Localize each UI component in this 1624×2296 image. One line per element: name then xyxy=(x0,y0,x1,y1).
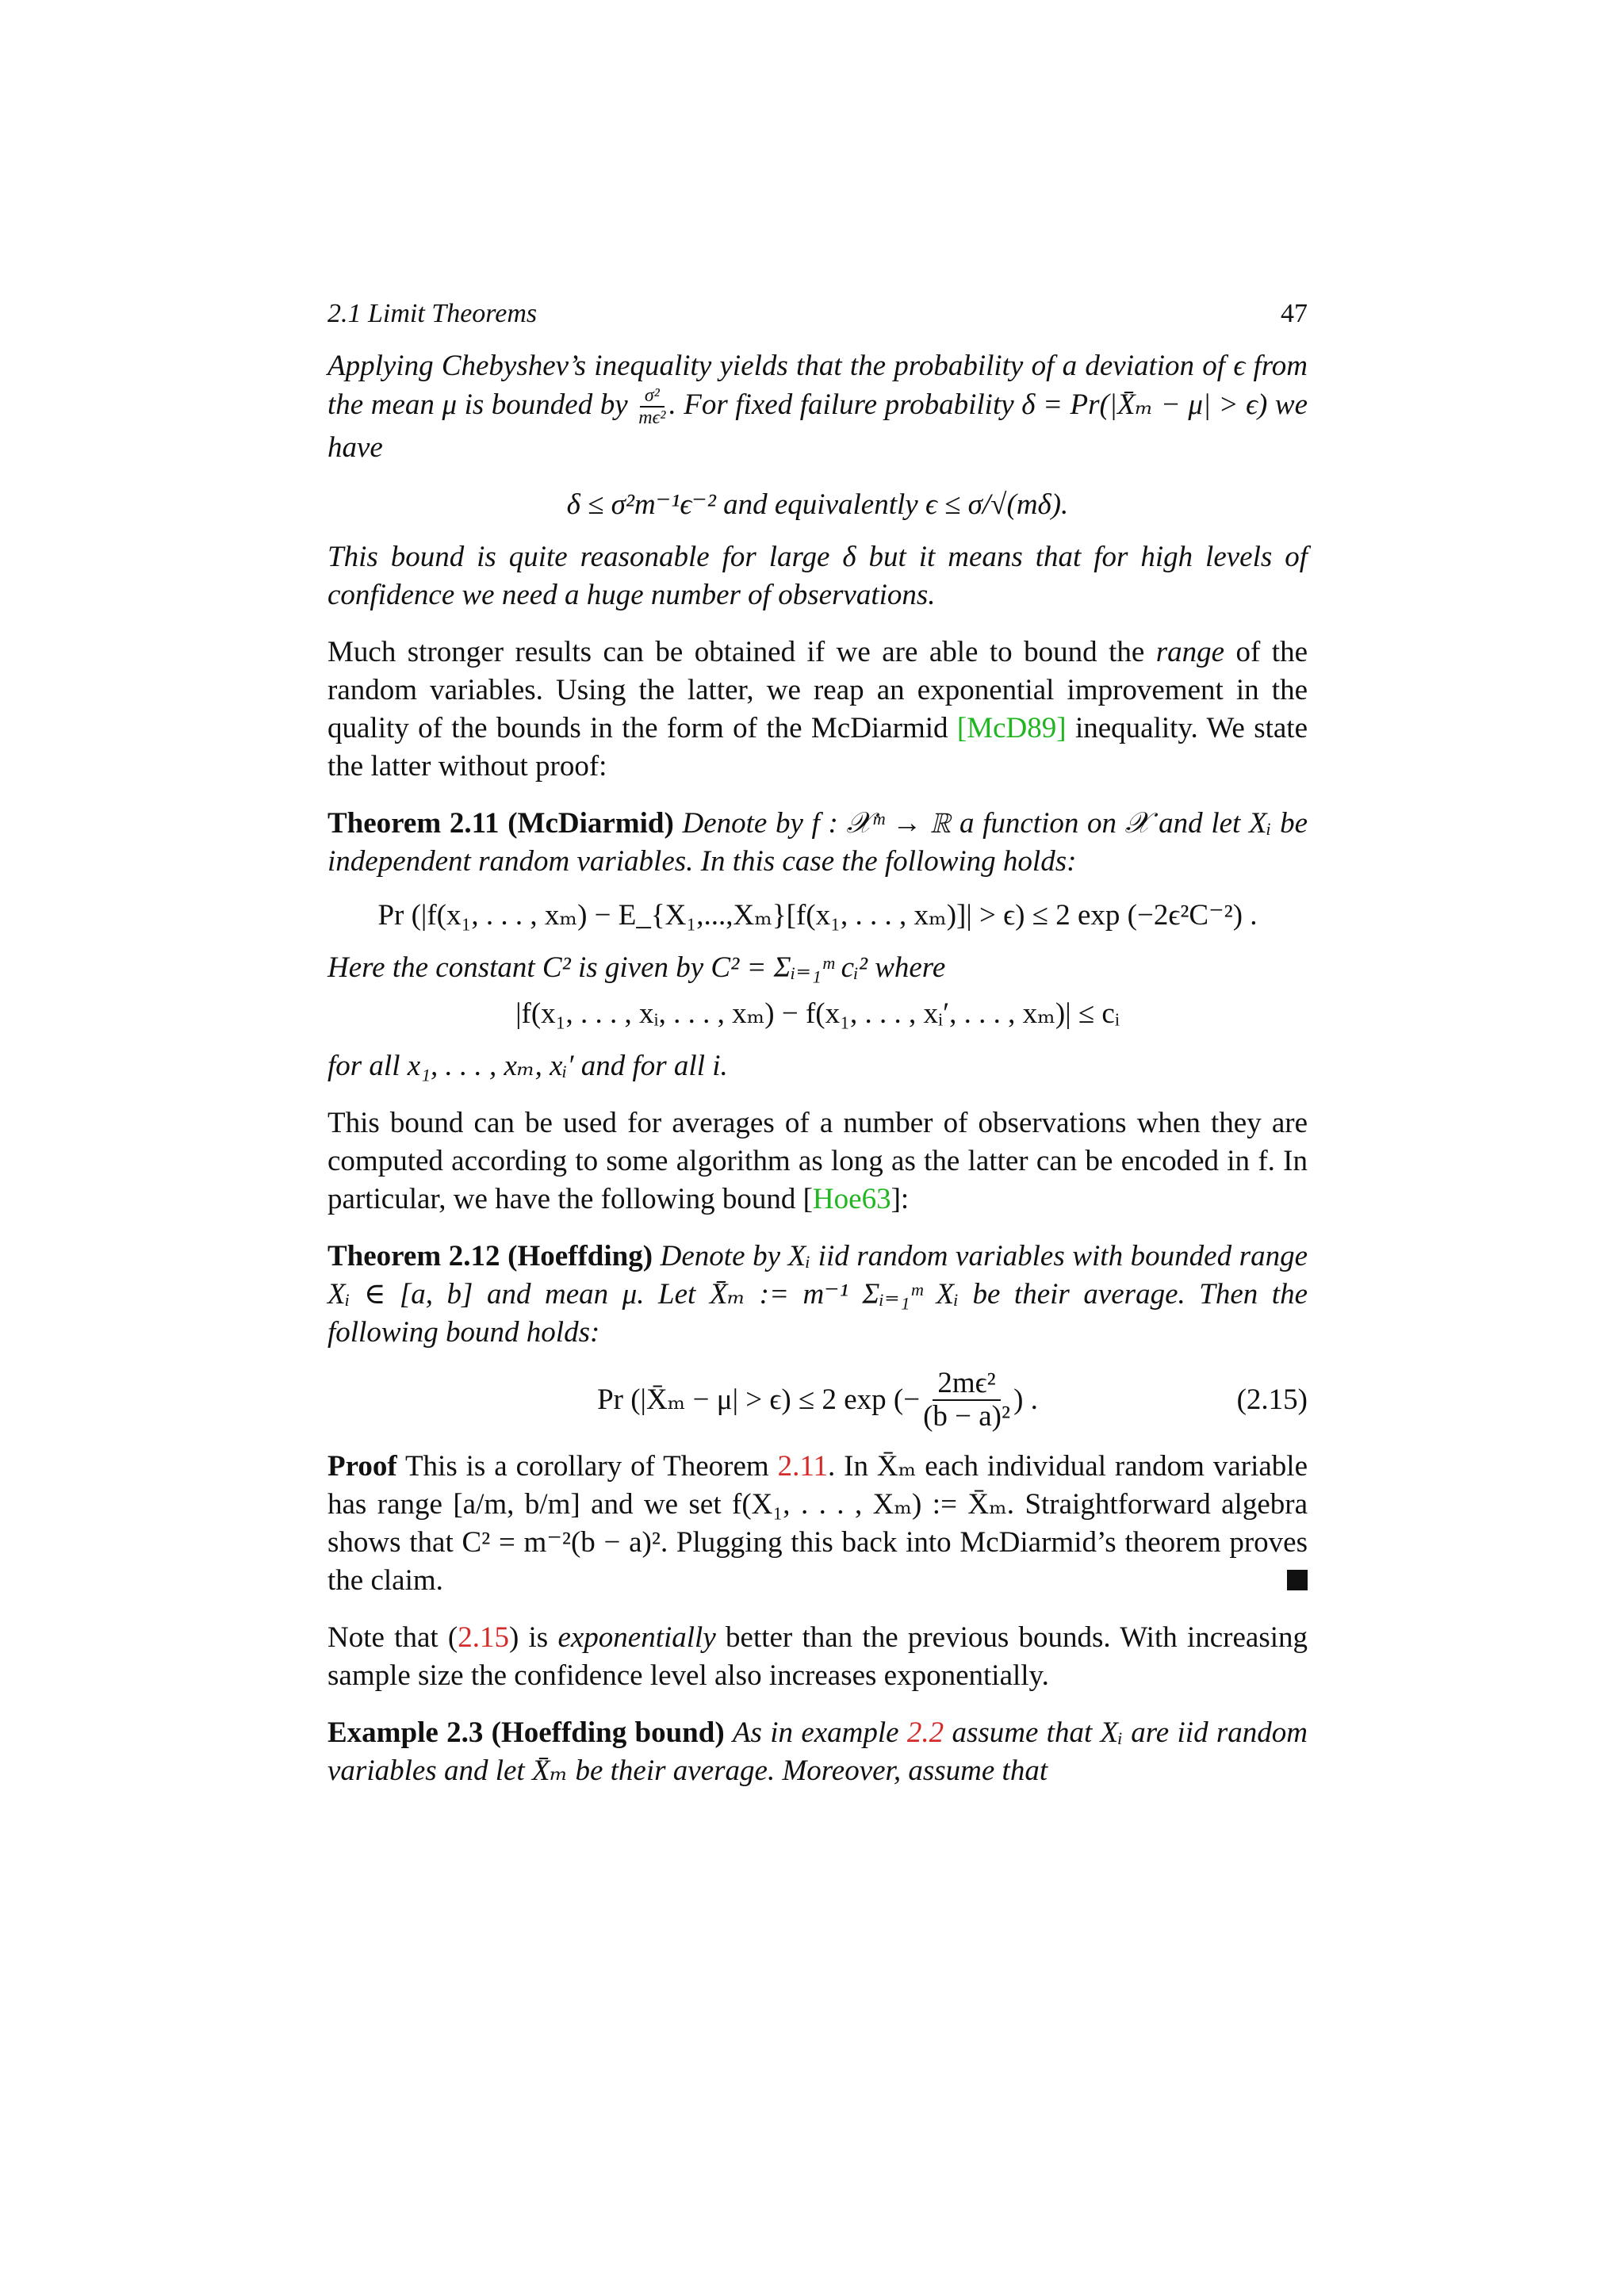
page-body xyxy=(327,295,1308,1806)
theorem-text: Denote by Xᵢ iid random variables with bounded range Xᵢ ∈ [a, b] and mean μ. Let X̄ₘ := m⁻¹ Σᵢ₌₁ᵐ Xᵢ be their average. Then the following bound holds: xyxy=(327,1239,1308,1349)
chebyshev-equation: δ ≤ σ²m⁻¹ϵ⁻² and equivalently ϵ ≤ σ/√(mδ). xyxy=(566,488,1069,521)
fraction xyxy=(638,385,665,429)
text-span: Much stronger results can be obtained if we are able to bound the xyxy=(327,635,1145,668)
text-span: assume that Xᵢ are iid random variables and let X̄ₘ be their average. Moreover, assume that xyxy=(327,1716,1308,1788)
text-span: better than the previous bounds. With increasing sample size the confidence level also increases exponentially. xyxy=(327,1621,1308,1693)
hoeffding-equation xyxy=(327,1368,1308,1433)
running-header xyxy=(327,295,1308,333)
theorem-2-11 xyxy=(327,805,1308,881)
qed-icon xyxy=(1287,1570,1308,1590)
citation-link[interactable]: [McD89] xyxy=(956,711,1067,744)
proof-paragraph xyxy=(327,1448,1308,1600)
fraction-denominator: mϵ² xyxy=(638,408,666,429)
fraction-numerator: 2mϵ² xyxy=(933,1368,1000,1402)
theorem-text: Denote by f : 𝒳ᵐ → ℝ a function on 𝒳 and let Xᵢ be independent random variables. In this case the following holds: xyxy=(327,806,1308,878)
text-span: This is a corollary of Theorem xyxy=(404,1450,769,1483)
text-span: . In X̄ₘ each individual random variable has range [a/m, b/m] and we set f(X₁, . . . , Xₘ) := X̄ₘ. Straightforward algebra shows that C² = m⁻²(b − a)². Plugging this back into McDiarmid’s theorem proves the claim. xyxy=(327,1450,1308,1598)
proof-label: Proof xyxy=(327,1450,397,1483)
text-span: inequality. We state the latter without proof: xyxy=(327,711,1308,783)
equation-right: ) . xyxy=(1013,1383,1038,1417)
emphasis: range xyxy=(1155,635,1225,668)
chebyshev-remark: This bound is quite reasonable for large δ but it means that for high levels of confidence we need a huge number of observations. xyxy=(327,540,1308,611)
page-number: 47 xyxy=(1281,299,1308,328)
text-span: Applying Chebyshev’s inequality yields that the probability of a deviation of ϵ from the mean μ is bounded by xyxy=(327,350,1308,421)
text-span: As in example xyxy=(732,1716,899,1750)
fraction-denominator: (b − a)² xyxy=(923,1400,1011,1433)
text-span: ) is xyxy=(508,1621,549,1655)
text-span: This bound can be used for averages of a number of observations when they are computed according to some algorithm as long as the latter can be encoded in f. In particular, we have the following bound xyxy=(327,1106,1308,1215)
bound-paragraph: This bound can be used for averages of a number of observations when they are computed according to some algorithm as long as the latter can be encoded in f. In particular, we have the following bound [Hoe63]: xyxy=(327,1106,1308,1215)
example-title: Example 2.3 (Hoeffding bound) xyxy=(327,1716,725,1750)
theorem-title: Theorem 2.12 (Hoeffding) xyxy=(327,1239,653,1272)
citation-link[interactable]: Hoe63 xyxy=(812,1182,891,1215)
example-2-3 xyxy=(327,1714,1308,1790)
bounded-difference-equation: |f(x₁, . . . , xᵢ, . . . , xₘ) − f(x₁, . . . , xᵢ′, . . . , xₘ)| ≤ cᵢ xyxy=(515,997,1120,1030)
theorem-title: Theorem 2.11 (McDiarmid) xyxy=(327,806,674,840)
theorem-2-11-condition: for all x₁, . . . , xₘ, xᵢ′ and for all i. xyxy=(327,1049,728,1082)
emphasis: exponentially xyxy=(557,1621,716,1655)
fraction xyxy=(923,1368,1010,1433)
equation-number: (2.15) xyxy=(1236,1383,1308,1417)
chebyshev-paragraph xyxy=(327,347,1308,467)
theorem-2-11-constant: Here the constant C² is given by C² = Σᵢ₌₁ᵐ cᵢ² where xyxy=(327,951,946,984)
theorem-2-12 xyxy=(327,1238,1308,1352)
text-span: Note that ( xyxy=(327,1621,458,1655)
text-span: . For fixed failure probability δ = Pr(|X̄ₘ − μ| > ϵ) we have xyxy=(327,388,1308,464)
text-span: of the random variables. Using the latter, we reap an exponential improvement in the quality of the bounds in the form of the McDiarmid xyxy=(327,635,1308,744)
equation-left: Pr (|X̄ₘ − μ| > ϵ) ≤ 2 exp (− xyxy=(597,1383,921,1417)
range-paragraph xyxy=(327,633,1308,786)
mcdiarmid-equation: Pr (|f(x₁, . . . , xₘ) − E_{X₁,...,Xₘ}[f(x₁, . . . , xₘ)]| > ϵ) ≤ 2 exp (−2ϵ²C⁻²) . xyxy=(377,898,1258,932)
fraction-numerator: σ² xyxy=(640,385,665,408)
equation-reference-link[interactable]: 2.15 xyxy=(458,1621,509,1655)
note-paragraph xyxy=(327,1619,1308,1695)
section-title: 2.1 Limit Theorems xyxy=(327,299,538,328)
theorem-reference-link[interactable]: 2.11 xyxy=(777,1450,828,1483)
example-reference-link[interactable]: 2.2 xyxy=(906,1716,944,1750)
